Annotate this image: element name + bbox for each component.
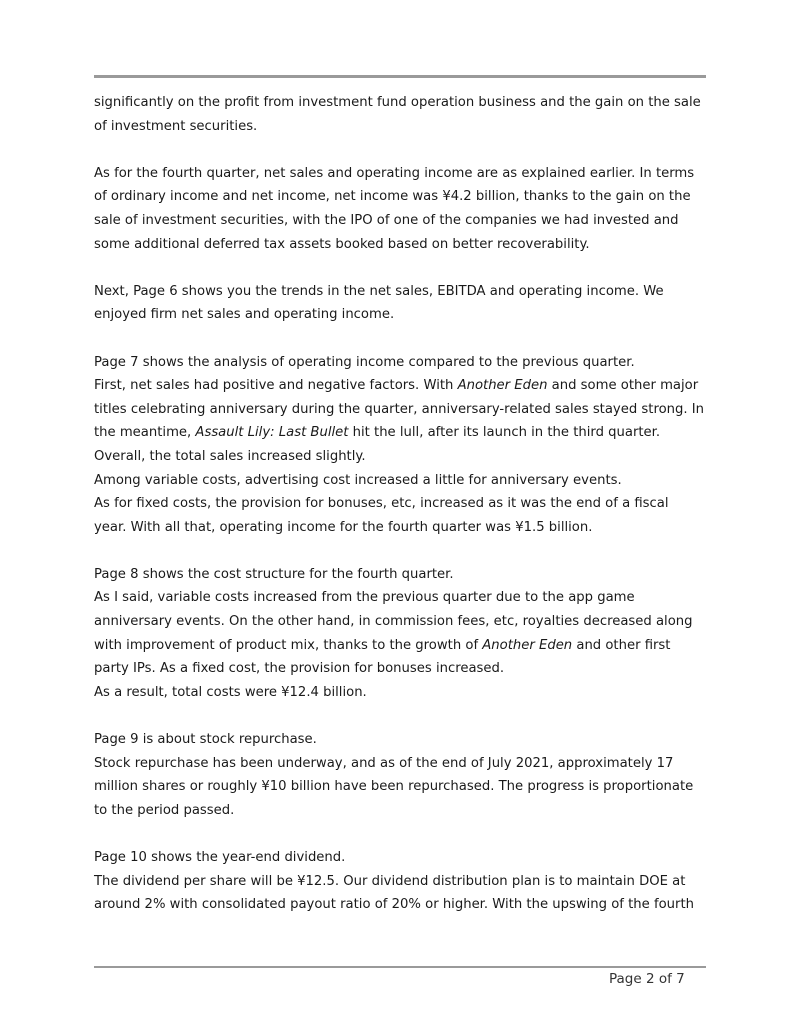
text-line: year. With all that, operating income for the fourth quarter was ¥1.5 billion. (94, 519, 593, 535)
title-italic: Another Eden (457, 378, 548, 394)
text-line: Overall, the total sales increased slightly. (94, 448, 366, 464)
text-run: the meantime, (94, 425, 196, 441)
text-line: Next, Page 6 shows you the trends in the net sales, EBITDA and operating income. We (94, 283, 664, 299)
header-rule (94, 75, 706, 78)
text-line: to the period passed. (94, 802, 235, 818)
title-italic: Another Eden (482, 637, 573, 653)
page-number: Page 2 of 7 (609, 971, 685, 987)
text-run: and some other major (547, 378, 699, 394)
text-line: As I said, variable costs increased from the previous quarter due to the app game (94, 590, 635, 606)
footer-rule (94, 966, 706, 968)
text-line: around 2% with consolidated payout ratio of 20% or higher. With the upswing of the fourth (94, 897, 694, 913)
text-line: significantly on the profit from investment fund operation business and the gain on the sale (94, 95, 701, 110)
paragraph-gap (94, 138, 714, 162)
text-line: Stock repurchase has been underway, and as of the end of July 2021, approximately 17 (94, 755, 674, 771)
text-line (94, 374, 714, 398)
paragraph-gap (94, 539, 714, 563)
text-line (94, 634, 714, 658)
title-italic: Assault Lily: Last Bullet (195, 425, 349, 441)
text-run: with improvement of product mix, thanks to the growth of (94, 637, 483, 653)
document-body (94, 91, 714, 917)
paragraph-gap (94, 822, 714, 846)
text-line: anniversary events. On the other hand, in commission fees, etc, royalties decreased along (94, 614, 693, 630)
text-line: The dividend per share will be ¥12.5. Our dividend distribution plan is to maintain DOE at (94, 873, 686, 889)
text-line: million shares or roughly ¥10 billion have been repurchased. The progress is proportionate (94, 779, 694, 795)
text-line: of ordinary income and net income, net income was ¥4.2 billion, thanks to the gain on the (94, 189, 691, 205)
text-line: Among variable costs, advertising cost increased a little for anniversary events. (94, 472, 622, 488)
text-line: of investment securities. (94, 118, 258, 134)
text-line: As for fixed costs, the provision for bonuses, etc, increased as it was the end of a fiscal (94, 496, 669, 512)
text-line: titles celebrating anniversary during the quarter, anniversary-related sales stayed strong. In (94, 401, 705, 417)
text-line: Page 7 shows the analysis of operating income compared to the previous quarter. (94, 354, 635, 370)
text-line: some additional deferred tax assets booked based on better recoverability. (94, 236, 590, 252)
text-run: and other first (572, 637, 671, 653)
text-line: party IPs. As a fixed cost, the provision for bonuses increased. (94, 661, 505, 677)
paragraph-gap (94, 327, 714, 351)
text-line: Page 8 shows the cost structure for the fourth quarter. (94, 566, 454, 582)
text-run: First, net sales had positive and negative factors. With (94, 378, 458, 394)
text-line: As a result, total costs were ¥12.4 billion. (94, 684, 367, 700)
text-line: enjoyed firm net sales and operating income. (94, 307, 395, 323)
paragraph-gap (94, 256, 714, 280)
text-line (94, 421, 714, 445)
text-run: hit the lull, after its launch in the third quarter. (348, 425, 661, 441)
text-line: Page 10 shows the year-end dividend. (94, 850, 346, 865)
paragraph-gap (94, 704, 714, 728)
text-line: As for the fourth quarter, net sales and operating income are as explained earlier. In terms (94, 165, 695, 181)
text-line: sale of investment securities, with the IPO of one of the companies we had invested and (94, 212, 679, 228)
text-line: Page 9 is about stock repurchase. (94, 732, 317, 748)
